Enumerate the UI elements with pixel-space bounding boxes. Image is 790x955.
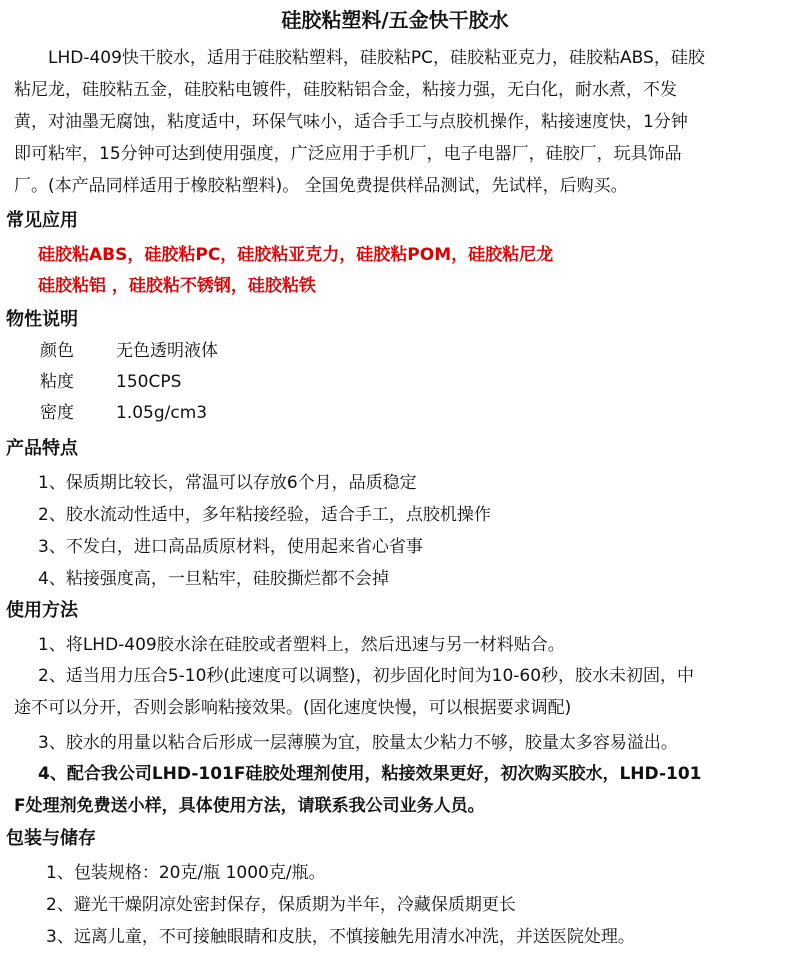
intro-line: 即可粘牢，15分钟可达到使用强度，广泛应用于手机厂，电子电器厂，硅胶厂，玩具饰品 [14,144,682,164]
property-label: 密度 [40,403,74,423]
usage-item [14,660,774,724]
feature-item: 3、不发白，进口高品质原材料，使用起来省心省事 [38,537,423,557]
features-heading: 产品特点 [6,438,78,459]
page-title: 硅胶粘塑料/五金快干胶水 [281,8,509,32]
properties-heading: 物性说明 [6,309,78,330]
property-value: 无色透明液体 [116,341,218,361]
feature-item: 1、保质期比较长，常温可以存放6个月，品质稳定 [38,473,417,493]
usage-item-line: 2、适当用力压合5-10秒(此速度可以调整)，初步固化时间为10-60秒，胶水未初固，中 [38,666,695,686]
intro-line: 粘尼龙，硅胶粘五金，硅胶粘电镀件，硅胶粘铝合金，粘接力强，无白化，耐水煮，不发 [14,80,677,100]
usage-item: 3、胶水的用量以粘合后形成一层薄膜为宜，胶量太少粘力不够，胶量太多容易溢出。 [38,733,678,753]
intro-line: 黄，对油墨无腐蚀，粘度适中，环保气味小，适合手工与点胶机操作，粘接速度快，1分钟 [14,112,688,132]
intro-paragraph [14,42,776,202]
usage-item: 1、将LHD-409胶水涂在硅胶或者塑料上，然后迅速与另一材料贴合。 [38,635,565,655]
usage-item-line: F处理剂免费送小样，具体使用方法，请联系我公司业务人员。 [14,796,485,816]
feature-item: 4、粘接强度高，一旦粘牢，硅胶撕烂都不会掉 [38,569,389,589]
intro-line: LHD-409快干胶水，适用于硅胶粘塑料，硅胶粘PC，硅胶粘亚克力，硅胶粘ABS，硅胶 [48,48,705,68]
applications-heading: 常见应用 [6,210,78,231]
property-row [40,369,181,395]
applications-line: 硅胶粘铝 ，硅胶粘不锈钢，硅胶粘铁 [38,276,316,296]
property-row [40,338,218,364]
feature-item: 2、胶水流动性适中，多年粘接经验，适合手工，点胶机操作 [38,505,491,525]
property-value: 1.05g/cm3 [116,403,208,423]
property-label: 粘度 [40,372,74,392]
packaging-heading: 包装与储存 [6,828,96,849]
usage-item-line: 途不可以分开，否则会影响粘接效果。(固化速度快慢，可以根据要求调配) [14,698,572,718]
property-row [40,400,207,426]
property-value: 150CPS [116,372,182,392]
packaging-item: 2、避光干燥阴凉处密封保存，保质期为半年，冷藏保质期更长 [46,895,516,915]
applications-line: 硅胶粘ABS，硅胶粘PC，硅胶粘亚克力，硅胶粘POM，硅胶粘尼龙 [38,245,554,265]
usage-item-line: 4、配合我公司LHD-101F硅胶处理剂使用，粘接效果更好，初次购买胶水，LHD-101 [38,764,702,784]
packaging-item: 3、远离儿童，不可接触眼睛和皮肤，不慎接触先用清水冲洗，并送医院处理。 [46,927,635,947]
packaging-item: 1、包装规格：20克/瓶 1000克/瓶。 [46,863,326,883]
property-label: 颜色 [40,341,74,361]
usage-heading: 使用方法 [6,600,78,621]
usage-item [14,758,774,822]
intro-line: 厂。(本产品同样适用于橡胶粘塑料)。 全国免费提供样品测试，先试样，后购买。 [14,176,628,196]
